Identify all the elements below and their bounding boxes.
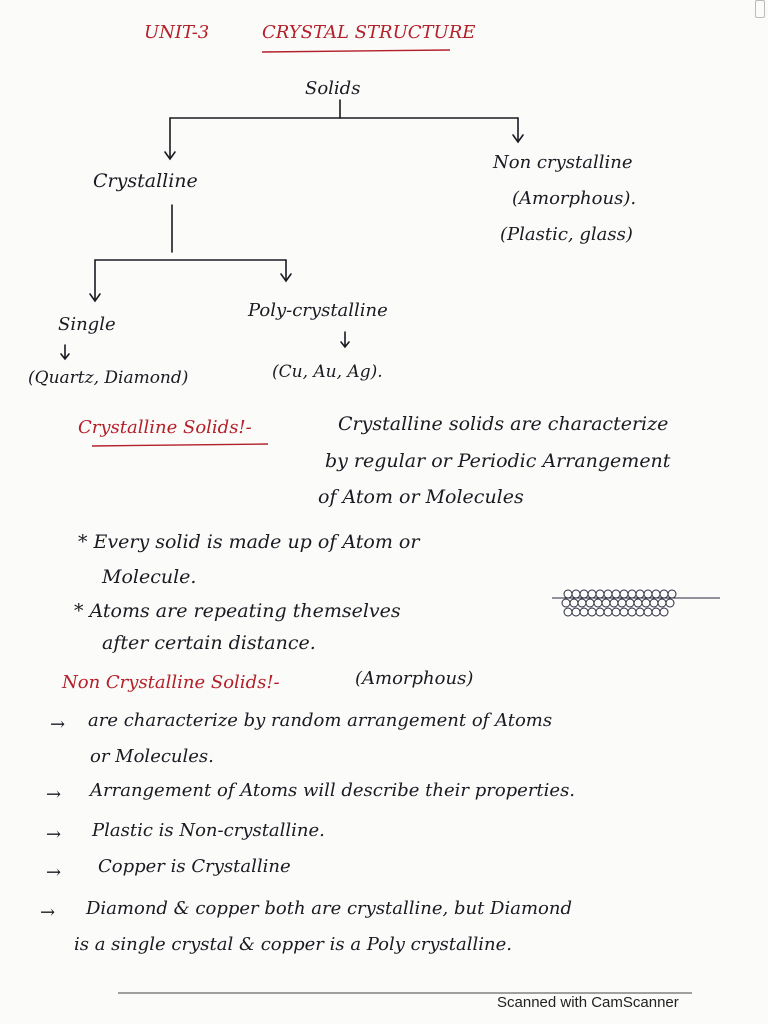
- tree-node-single: Single: [58, 314, 116, 335]
- tree-node-poly-examples: (Cu, Au, Ag).: [272, 362, 383, 382]
- bullet-atoms-repeating-line-2: after certain distance.: [102, 632, 316, 654]
- non-crystalline-subtitle: (Amorphous): [355, 668, 474, 689]
- scanner-watermark: Scanned with CamScanner: [497, 994, 679, 1011]
- point-marker: →: [46, 862, 62, 883]
- unit-label: UNIT-3: [144, 22, 210, 43]
- point-marker: →: [46, 824, 62, 845]
- crystalline-heading-underline: [92, 444, 268, 446]
- title-underline: [262, 50, 450, 52]
- point-copper: Copper is Crystalline: [98, 856, 291, 877]
- point-marker: →: [50, 714, 66, 735]
- tree-node-single-examples: (Quartz, Diamond): [28, 368, 189, 388]
- bullet-every-solid-line-1: * Every solid is made up of Atom or: [78, 531, 420, 553]
- atom-circles: [562, 590, 676, 616]
- crystalline-definition-line-3: of Atom or Molecules: [318, 486, 524, 508]
- tree-node-non-crystalline-examples: (Plastic, glass): [500, 224, 633, 245]
- arrow-single-examples: [61, 345, 69, 359]
- crystalline-definition-line-1: Crystalline solids are characterize: [338, 413, 669, 435]
- point-marker: →: [46, 784, 62, 805]
- scroll-indicator: [755, 0, 765, 18]
- point-plastic: Plastic is Non-crystalline.: [92, 820, 325, 841]
- crystalline-definition-line-2: by regular or Periodic Arrangement: [325, 450, 671, 472]
- point-marker: →: [40, 902, 56, 923]
- point-diamond-copper-line-1: Diamond & copper both are crystalline, but Diamond: [86, 898, 572, 919]
- crystalline-solids-heading: Crystalline Solids!-: [78, 417, 252, 438]
- atom-arrangement-sketch: [552, 590, 720, 616]
- page-title: CRYSTAL STRUCTURE: [262, 22, 476, 43]
- arrow-poly-examples: [341, 332, 349, 347]
- tree-node-poly-crystalline: Poly-crystalline: [248, 300, 388, 321]
- bullet-atoms-repeating-line-1: * Atoms are repeating themselves: [74, 600, 401, 622]
- bullet-every-solid-line-2: Molecule.: [102, 566, 197, 588]
- tree-node-crystalline: Crystalline: [93, 170, 198, 192]
- point-diamond-copper-line-2: is a single crystal & copper is a Poly crystalline.: [74, 934, 512, 955]
- tree-root-solids: Solids: [305, 78, 361, 99]
- point-random-arrangement-line-2: or Molecules.: [90, 746, 214, 767]
- point-arrangement-properties: Arrangement of Atoms will describe their properties.: [90, 780, 576, 801]
- non-crystalline-heading: Non Crystalline Solids!-: [62, 672, 280, 693]
- tree-node-non-crystalline: Non crystalline: [493, 152, 633, 173]
- point-random-arrangement-line-1: are characterize by random arrangement of Atoms: [88, 710, 553, 731]
- tree-node-amorphous: (Amorphous).: [512, 188, 637, 209]
